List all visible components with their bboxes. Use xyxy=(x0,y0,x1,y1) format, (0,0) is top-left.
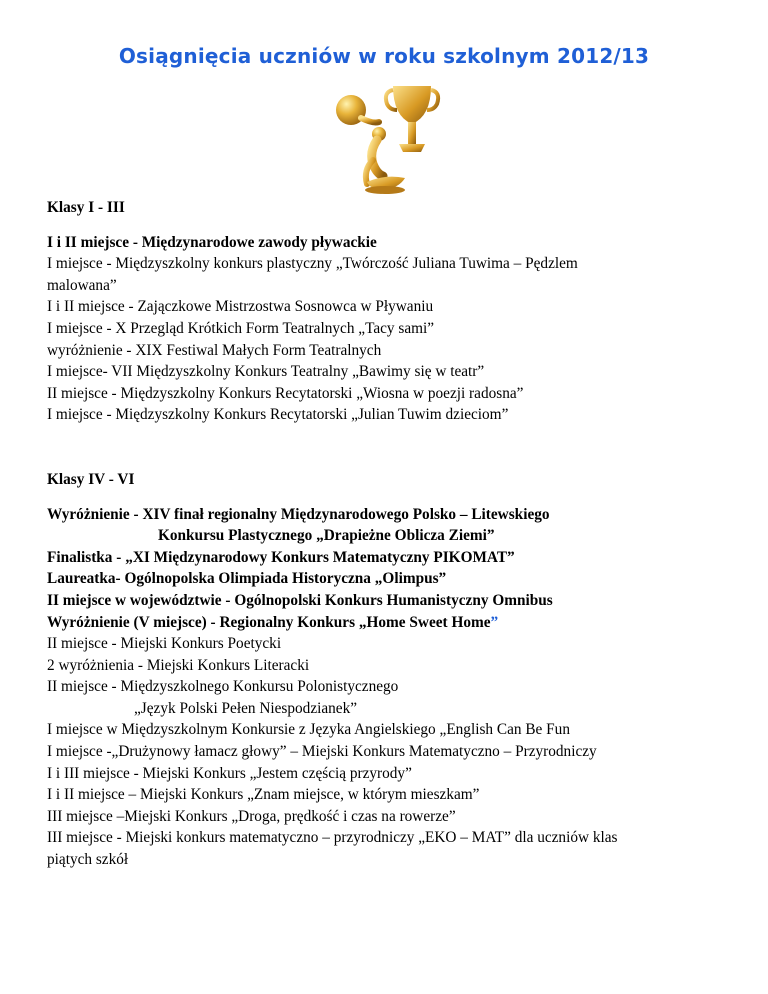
achievement-line: I i III miejsce - Miejski Konkurs „Jestem częścią przyrody” xyxy=(47,764,412,782)
section-heading-klasy-1-3: Klasy I - III xyxy=(47,199,125,216)
achievement-line xyxy=(47,612,737,634)
section-heading-klasy-4-6: Klasy IV - VI xyxy=(47,470,135,488)
achievement-line: I miejsce- VII Międzyszkolny Konkurs Teatralny „Bawimy się w teatr” xyxy=(47,363,485,381)
achievement-line: II miejsce - Międzyszkolny Konkurs Recytatorski „Wiosna w poezji radosna” xyxy=(47,384,524,402)
achievement-line: III miejsce –Miejski Konkurs „Droga, prędkość i czas na rowerze” xyxy=(47,807,456,825)
achievement-line: I miejsce - Międzyszkolny konkurs plastyczny „Twórczość Juliana Tuwima – Pędzlem xyxy=(47,255,578,273)
achievement-line: Wyróżnienie - XIV finał regionalny Międzynarodowego Polsko – Litewskiego xyxy=(47,505,550,523)
achievement-line: I miejsce -„Drużynowy łamacz głowy” – Miejski Konkurs Matematyczno – Przyrodniczy xyxy=(47,743,597,761)
achievement-line: II miejsce - Międzyszkolnego Konkursu Polonistycznego xyxy=(47,678,399,696)
achievement-line: 2 wyróżnienia - Miejski Konkurs Literacki xyxy=(47,656,310,674)
achievement-text: Wyróżnienie (V miejsce) - Regionalny Konkurs „Home Sweet Home xyxy=(47,613,491,631)
achievement-line: Laureatka- Ogólnopolska Olimpiada Historyczna „Olimpus” xyxy=(47,570,447,588)
achievement-line: malowana” xyxy=(47,276,117,294)
trophy-icon xyxy=(327,78,445,196)
page-title: Osiągnięcia uczniów w roku szkolnym 2012/13 xyxy=(118,44,650,68)
achievement-line: I i II miejsce – Miejski Konkurs „Znam miejsce, w którym mieszkam” xyxy=(47,786,480,804)
achievement-line: „Język Polski Pełen Niespodzianek” xyxy=(134,699,358,717)
achievement-line: III miejsce - Miejski konkurs matematyczno – przyrodniczy „EKO – MAT” dla uczniów klas xyxy=(47,829,618,847)
achievement-line: II miejsce - Miejski Konkurs Poetycki xyxy=(47,635,282,653)
achievement-line: I i II miejsce - Międzynarodowe zawody pływackie xyxy=(47,233,377,251)
achievements-content xyxy=(47,197,737,871)
achievement-line: I miejsce - X Przegląd Krótkich Form Teatralnych „Tacy sami” xyxy=(47,319,435,337)
achievement-line: I miejsce - Międzyszkolny Konkurs Recytatorski „Julian Tuwim dzieciom” xyxy=(47,406,509,424)
achievement-line: piątych szkół xyxy=(47,851,129,869)
achievement-line: Konkursu Plastycznego „Drapieżne Oblicza Ziemi” xyxy=(158,527,495,545)
achievement-line: II miejsce w województwie - Ogólnopolski Konkurs Humanistyczny Omnibus xyxy=(47,591,553,609)
achievement-line: I i II miejsce - Zajączkowe Mistrzostwa Sosnowca w Pływaniu xyxy=(47,298,434,316)
achievement-line: Finalistka - „XI Międzynarodowy Konkurs Matematyczny PIKOMAT” xyxy=(47,548,515,566)
closing-quote: ” xyxy=(490,613,499,631)
achievement-line: wyróżnienie - XIX Festiwal Małych Form Teatralnych xyxy=(47,341,382,359)
achievement-line: I miejsce w Międzyszkolnym Konkursie z Języka Angielskiego „English Can Be Fun xyxy=(47,721,570,739)
